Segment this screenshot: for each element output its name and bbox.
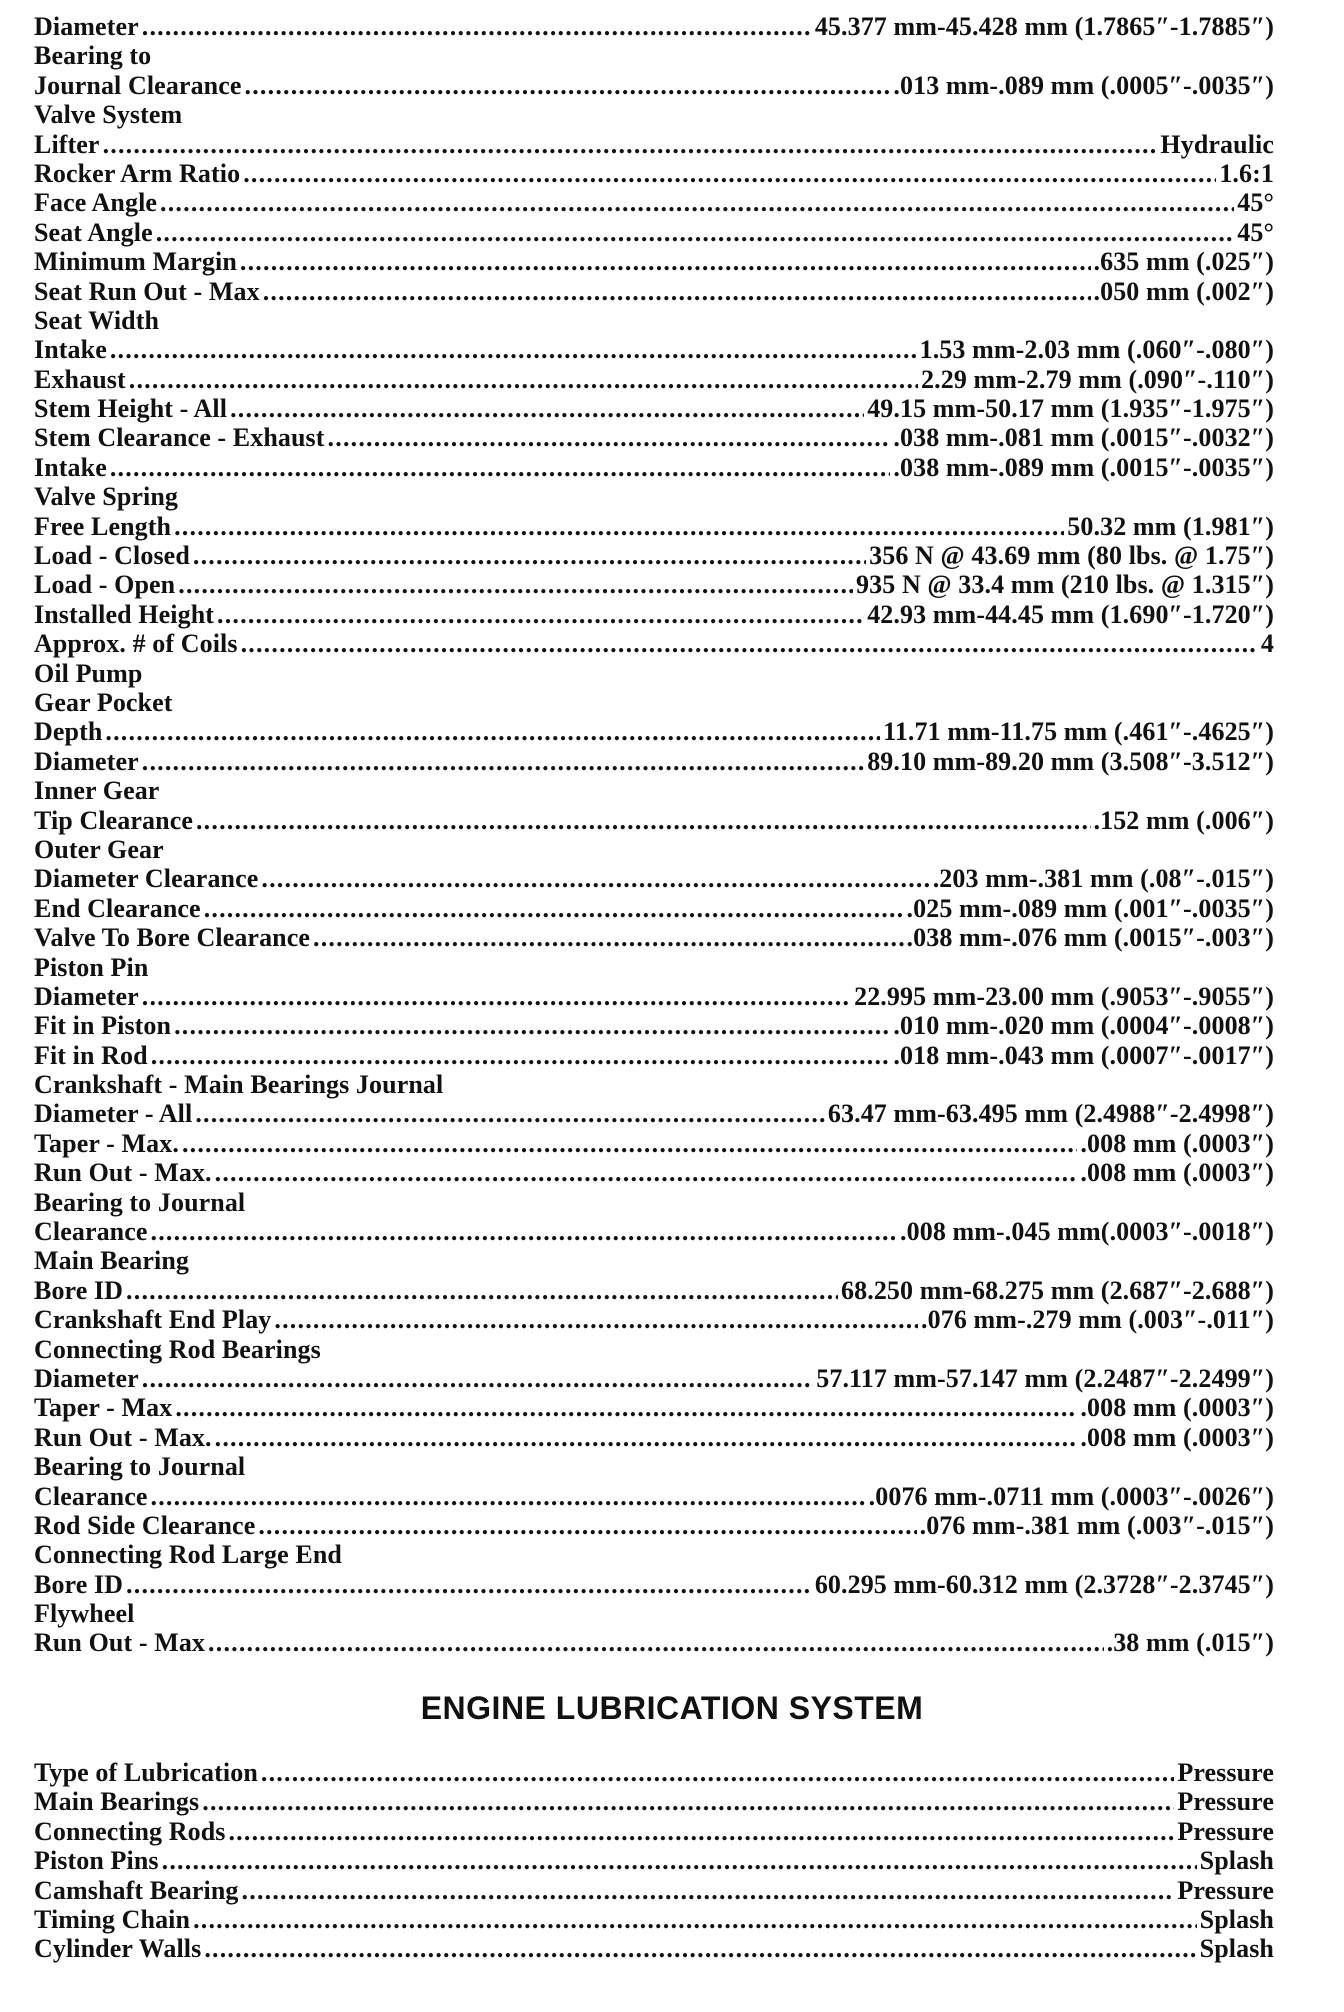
spec-label: Bearing to Journal xyxy=(34,1187,246,1217)
spec-label: Connecting Rod Large End xyxy=(34,1540,342,1570)
spec-value: .076 mm-.381 mm (.003″-.015″) xyxy=(919,1510,1274,1540)
spec-label: Load - Open xyxy=(34,570,176,600)
spec-label: Taper - Max xyxy=(34,1393,173,1423)
spec-label: Valve To Bore Clearance xyxy=(34,923,311,953)
spec-row xyxy=(34,1423,1274,1452)
spec-row xyxy=(34,1041,1274,1070)
spec-row xyxy=(34,1217,1274,1246)
spec-label: Piston Pin xyxy=(34,952,149,982)
dot-leader xyxy=(195,1099,825,1128)
spec-label: Diameter xyxy=(34,746,139,776)
spec-label: Rod Side Clearance xyxy=(34,1510,256,1540)
dot-leader xyxy=(241,629,1258,658)
dot-leader xyxy=(151,1041,891,1070)
spec-label: Diameter Clearance xyxy=(34,864,259,894)
spec-label: Run Out - Max xyxy=(34,1628,206,1658)
spec-value: .038 mm-.081 mm (.0015″-.0032″) xyxy=(893,423,1274,453)
spec-row xyxy=(34,806,1274,835)
spec-value: .008 mm (.0003″) xyxy=(1080,1393,1274,1423)
spec-label: Piston Pins xyxy=(34,1846,159,1876)
dot-leader xyxy=(174,1011,890,1040)
spec-value: .008 mm-.045 mm(.0003″-.0018″) xyxy=(900,1217,1274,1247)
spec-value: .008 mm (.0003″) xyxy=(1080,1128,1274,1158)
spec-label: Fit in Piston xyxy=(34,1011,172,1041)
spec-label: Intake xyxy=(34,452,107,482)
spec-row xyxy=(34,1393,1274,1422)
dot-leader xyxy=(228,1817,1174,1846)
spec-value: .018 mm-.043 mm (.0007″-.0017″) xyxy=(893,1040,1274,1070)
spec-label: Run Out - Max. xyxy=(34,1422,212,1452)
spec-value: Splash xyxy=(1199,1904,1274,1934)
spec-value: Pressure xyxy=(1177,1787,1274,1817)
spec-heading xyxy=(34,1070,1274,1099)
spec-label: Valve System xyxy=(34,100,183,130)
spec-label: Bearing to xyxy=(34,41,152,71)
spec-heading xyxy=(34,835,1274,864)
section-title-lubrication: ENGINE LUBRICATION SYSTEM xyxy=(420,1690,924,1726)
spec-row xyxy=(34,717,1274,746)
spec-label: Main Bearings xyxy=(34,1787,200,1817)
dot-leader xyxy=(202,1787,1174,1816)
spec-label: Timing Chain xyxy=(34,1904,191,1934)
spec-row xyxy=(34,982,1274,1011)
spec-label: Seat Angle xyxy=(34,217,153,247)
spec-heading xyxy=(34,1599,1274,1628)
dot-leader xyxy=(204,894,904,923)
dot-leader xyxy=(215,1158,1078,1187)
spec-label: Bearing to Journal xyxy=(34,1452,246,1482)
spec-heading xyxy=(34,1246,1274,1275)
spec-value: .008 mm (.0003″) xyxy=(1080,1158,1274,1188)
spec-row xyxy=(34,894,1274,923)
spec-value: .203 mm-.381 mm (.08″-.015″) xyxy=(932,864,1274,894)
spec-row xyxy=(34,1511,1274,1540)
spec-row xyxy=(34,1934,1274,1963)
spec-label: Stem Height - All xyxy=(34,394,228,424)
spec-value: 57.117 mm-57.147 mm (2.2487″-2.2499″) xyxy=(816,1363,1274,1393)
spec-label: Face Angle xyxy=(34,188,158,218)
spec-label: Seat Width xyxy=(34,305,160,335)
spec-heading xyxy=(34,482,1274,511)
spec-value: 45° xyxy=(1237,217,1274,247)
spec-label: Seat Run Out - Max xyxy=(34,276,260,306)
spec-label: Valve Spring xyxy=(34,482,178,512)
spec-label: Rocker Arm Ratio xyxy=(34,158,241,188)
dot-leader xyxy=(328,423,891,452)
spec-row xyxy=(34,453,1274,482)
spec-label: Clearance xyxy=(34,1481,148,1511)
spec-value: Pressure xyxy=(1177,1816,1274,1846)
dot-leader xyxy=(110,453,891,482)
spec-label: Clearance xyxy=(34,1217,148,1247)
spec-heading xyxy=(34,659,1274,688)
spec-label: Tip Clearance xyxy=(34,805,193,835)
spec-row xyxy=(34,747,1274,776)
spec-row xyxy=(34,600,1274,629)
spec-label: Bore ID xyxy=(34,1569,124,1599)
dot-leader xyxy=(129,365,918,394)
spec-value: 356 N @ 43.69 mm (80 lbs. @ 1.75″) xyxy=(869,541,1274,571)
spec-label: Cylinder Walls xyxy=(34,1934,202,1964)
spec-label: Taper - Max. xyxy=(34,1128,179,1158)
spec-value: .38 mm (.015″) xyxy=(1106,1628,1274,1658)
dot-leader xyxy=(204,1934,1196,1963)
spec-value: Hydraulic xyxy=(1160,129,1274,159)
dot-leader xyxy=(240,247,1091,276)
spec-row xyxy=(34,923,1274,952)
dot-leader xyxy=(175,1393,1077,1422)
spec-label: Exhaust xyxy=(34,364,126,394)
spec-heading xyxy=(34,953,1274,982)
spec-label: Crankshaft - Main Bearings Journal xyxy=(34,1070,444,1100)
spec-value: .635 mm (.025″) xyxy=(1093,247,1274,277)
dot-leader xyxy=(151,1217,897,1246)
spec-value: .008 mm (.0003″) xyxy=(1080,1422,1274,1452)
spec-row xyxy=(34,1846,1274,1875)
dot-leader xyxy=(230,394,864,423)
dot-leader xyxy=(182,1129,1077,1158)
spec-value: Pressure xyxy=(1177,1875,1274,1905)
spec-label: Crankshaft End Play xyxy=(34,1305,272,1335)
dot-leader xyxy=(142,12,812,41)
dot-leader xyxy=(151,1482,866,1511)
dot-leader xyxy=(162,1846,1197,1875)
spec-row xyxy=(34,1905,1274,1934)
engine-spec-list xyxy=(34,12,1274,1658)
dot-leader xyxy=(178,570,853,599)
dot-leader xyxy=(126,1570,812,1599)
spec-row xyxy=(34,335,1274,364)
dot-leader xyxy=(110,335,917,364)
spec-value: .152 mm (.006″) xyxy=(1093,805,1274,835)
spec-heading xyxy=(34,100,1274,129)
dot-leader xyxy=(263,277,1091,306)
spec-value: 22.995 mm-23.00 mm (.9053″-.9055″) xyxy=(854,981,1274,1011)
spec-row xyxy=(34,394,1274,423)
spec-label: Load - Closed xyxy=(34,541,190,571)
spec-value: .076 mm-.279 mm (.003″-.011″) xyxy=(921,1305,1274,1335)
spec-row xyxy=(34,1758,1274,1787)
dot-leader xyxy=(196,806,1091,835)
spec-value: .025 mm-.089 mm (.001″-.0035″) xyxy=(906,893,1274,923)
spec-value: 1.6:1 xyxy=(1219,158,1274,188)
spec-row xyxy=(34,130,1274,159)
spec-value: 89.10 mm-89.20 mm (3.508″-3.512″) xyxy=(867,746,1274,776)
spec-value: 63.47 mm-63.495 mm (2.4988″-2.4998″) xyxy=(827,1099,1274,1129)
spec-label: Diameter xyxy=(34,981,139,1011)
dot-leader xyxy=(261,864,929,893)
spec-label: Minimum Margin xyxy=(34,247,237,277)
spec-row xyxy=(34,277,1274,306)
spec-row xyxy=(34,1099,1274,1128)
spec-value: 50.32 mm (1.981″) xyxy=(1067,511,1274,541)
spec-row xyxy=(34,541,1274,570)
spec-row xyxy=(34,159,1274,188)
spec-row xyxy=(34,1876,1274,1905)
spec-label: Journal Clearance xyxy=(34,70,242,100)
spec-row xyxy=(34,1276,1274,1305)
spec-label: Intake xyxy=(34,335,107,365)
dot-leader xyxy=(215,1423,1078,1452)
spec-heading xyxy=(34,1188,1274,1217)
spec-value: 45.377 mm-45.428 mm (1.7865″-1.7885″) xyxy=(814,12,1274,41)
spec-row xyxy=(34,188,1274,217)
spec-value: .010 mm-.020 mm (.0004″-.0008″) xyxy=(893,1011,1274,1041)
spec-label: Fit in Rod xyxy=(34,1040,148,1070)
dot-leader xyxy=(126,1276,838,1305)
lubrication-spec-list xyxy=(34,1758,1274,1964)
dot-leader xyxy=(193,1905,1197,1934)
spec-value: 935 N @ 33.4 mm (210 lbs. @ 1.315″) xyxy=(856,570,1274,600)
spec-row xyxy=(34,1787,1274,1816)
spec-value: Splash xyxy=(1199,1846,1274,1876)
dot-leader xyxy=(103,130,1158,159)
dot-leader xyxy=(242,1876,1175,1905)
spec-row xyxy=(34,629,1274,658)
spec-label: Depth xyxy=(34,717,103,747)
spec-row xyxy=(34,1482,1274,1511)
spec-value: .0076 mm-.0711 mm (.0003″-.0026″) xyxy=(868,1481,1274,1511)
spec-label: Diameter - All xyxy=(34,1099,193,1129)
dot-leader xyxy=(274,1305,918,1334)
spec-label: Run Out - Max. xyxy=(34,1158,212,1188)
spec-value: .013 mm-.089 mm (.0005″-.0035″) xyxy=(893,70,1274,100)
spec-label: Free Length xyxy=(34,511,172,541)
spec-value: 4 xyxy=(1260,629,1274,659)
spec-row xyxy=(34,1305,1274,1334)
dot-leader xyxy=(261,1758,1175,1787)
dot-leader xyxy=(258,1511,916,1540)
dot-leader xyxy=(105,717,880,746)
spec-row xyxy=(34,570,1274,599)
spec-row xyxy=(34,423,1274,452)
spec-label: Gear Pocket xyxy=(34,687,173,717)
spec-value: .038 mm-.089 mm (.0015″-.0035″) xyxy=(893,452,1274,482)
spec-value: 45° xyxy=(1237,188,1274,218)
spec-label: Outer Gear xyxy=(34,834,164,864)
spec-heading xyxy=(34,688,1274,717)
spec-heading xyxy=(34,1335,1274,1364)
spec-value: 42.93 mm-44.45 mm (1.690″-1.720″) xyxy=(867,599,1274,629)
spec-value: Splash xyxy=(1199,1934,1274,1964)
spec-label: Flywheel xyxy=(34,1599,135,1629)
spec-label: Connecting Rods xyxy=(34,1816,226,1846)
spec-heading xyxy=(34,41,1274,70)
dot-leader xyxy=(156,218,1235,247)
spec-label: Stem Clearance - Exhaust xyxy=(34,423,325,453)
dot-leader xyxy=(142,1364,814,1393)
spec-value: 2.29 mm-2.79 mm (.090″-.110″) xyxy=(921,364,1274,394)
spec-label: Installed Height xyxy=(34,599,215,629)
dot-leader xyxy=(193,541,866,570)
spec-label: Inner Gear xyxy=(34,776,160,806)
spec-row xyxy=(34,512,1274,541)
dot-leader xyxy=(160,188,1234,217)
spec-label: End Clearance xyxy=(34,893,201,923)
spec-row xyxy=(34,1570,1274,1599)
spec-label: Lifter xyxy=(34,129,100,159)
spec-heading xyxy=(34,1452,1274,1481)
spec-row xyxy=(34,247,1274,276)
dot-leader xyxy=(142,747,864,776)
spec-value: 60.295 mm-60.312 mm (2.3728″-2.3745″) xyxy=(814,1569,1274,1599)
spec-label: Bore ID xyxy=(34,1275,124,1305)
spec-label: Type of Lubrication xyxy=(34,1758,258,1787)
spec-value: .038 mm-.076 mm (.0015″-.003″) xyxy=(906,923,1274,953)
dot-leader xyxy=(208,1628,1104,1657)
spec-heading xyxy=(34,306,1274,335)
spec-row xyxy=(34,1129,1274,1158)
spec-row xyxy=(34,1628,1274,1657)
spec-label: Diameter xyxy=(34,12,139,41)
spec-value: .050 mm (.002″) xyxy=(1093,276,1274,306)
spec-label: Main Bearing xyxy=(34,1246,190,1276)
spec-value: 1.53 mm-2.03 mm (.060″-.080″) xyxy=(919,335,1274,365)
spec-row xyxy=(34,1817,1274,1846)
spec-label: Diameter xyxy=(34,1363,139,1393)
spec-label: Connecting Rod Bearings xyxy=(34,1334,321,1364)
spec-value: 49.15 mm-50.17 mm (1.935″-1.975″) xyxy=(867,394,1274,424)
dot-leader xyxy=(217,600,864,629)
spec-row xyxy=(34,1364,1274,1393)
spec-heading xyxy=(34,1540,1274,1569)
spec-label: Approx. # of Coils xyxy=(34,629,238,659)
spec-row xyxy=(34,12,1274,41)
spec-heading xyxy=(34,776,1274,805)
spec-value: 11.71 mm-11.75 mm (.461″-.4625″) xyxy=(883,717,1274,747)
spec-row xyxy=(34,1011,1274,1040)
spec-row xyxy=(34,365,1274,394)
dot-leader xyxy=(245,71,891,100)
spec-row xyxy=(34,864,1274,893)
dot-leader xyxy=(142,982,851,1011)
dot-leader xyxy=(313,923,904,952)
dot-leader xyxy=(174,512,1064,541)
spec-label: Camshaft Bearing xyxy=(34,1875,239,1905)
spec-value: Pressure xyxy=(1177,1758,1274,1787)
spec-row xyxy=(34,218,1274,247)
spec-row xyxy=(34,71,1274,100)
spec-value: 68.250 mm-68.275 mm (2.687″-2.688″) xyxy=(841,1275,1274,1305)
spec-row xyxy=(34,1158,1274,1187)
spec-label: Oil Pump xyxy=(34,658,143,688)
dot-leader xyxy=(243,159,1216,188)
